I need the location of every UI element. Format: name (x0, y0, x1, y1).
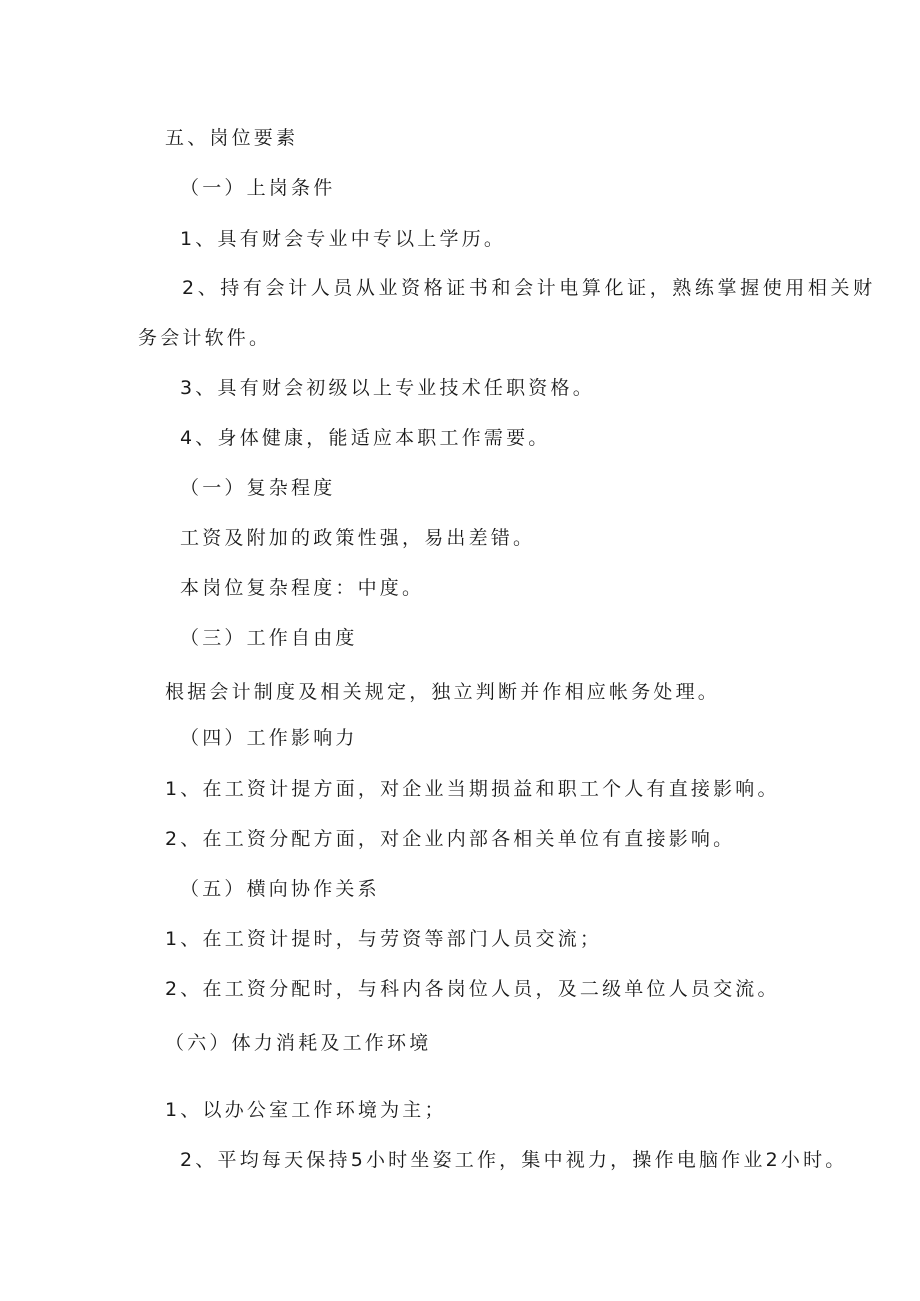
qualifications-heading: （一）上岗条件 (180, 177, 336, 199)
qualification-item-2-line-1: 2、持有会计人员从业资格证书和会计电算化证，熟练掌握使用相关财 (182, 277, 876, 299)
cooperation-item-2: 2、在工资分配时，与科内各岗位人员，及二级单位人员交流。 (165, 978, 780, 1000)
freedom-line-1: 根据会计制度及相关规定，独立判断并作相应帐务处理。 (165, 681, 721, 703)
influence-item-2: 2、在工资分配方面，对企业内部各相关单位有直接影响。 (165, 828, 736, 850)
environment-heading: （六）体力消耗及工作环境 (165, 1032, 432, 1054)
influence-heading: （四）工作影响力 (180, 727, 358, 749)
qualification-item-1: 1、具有财会专业中专以上学历。 (180, 228, 507, 250)
complexity-heading: （一）复杂程度 (180, 477, 336, 499)
complexity-line-2: 本岗位复杂程度：中度。 (180, 577, 425, 599)
section-title: 五、岗位要素 (165, 127, 299, 149)
environment-item-1: 1、以办公室工作环境为主； (165, 1099, 447, 1121)
qualification-item-4: 4、身体健康，能适应本职工作需要。 (180, 427, 551, 449)
complexity-line-1: 工资及附加的政策性强，易出差错。 (180, 527, 536, 549)
cooperation-item-1: 1、在工资计提时，与劳资等部门人员交流； (165, 928, 603, 950)
qualification-item-3: 3、具有财会初级以上专业技术任职资格。 (180, 377, 595, 399)
cooperation-heading: （五）横向协作关系 (180, 878, 380, 900)
freedom-heading: （三）工作自由度 (180, 627, 358, 649)
environment-item-2: 2、平均每天保持5小时坐姿工作，集中视力，操作电脑作业2小时。 (180, 1149, 848, 1171)
influence-item-1: 1、在工资计提方面，对企业当期损益和职工个人有直接影响。 (165, 778, 780, 800)
qualification-item-2-line-2: 务会计软件。 (138, 327, 272, 349)
